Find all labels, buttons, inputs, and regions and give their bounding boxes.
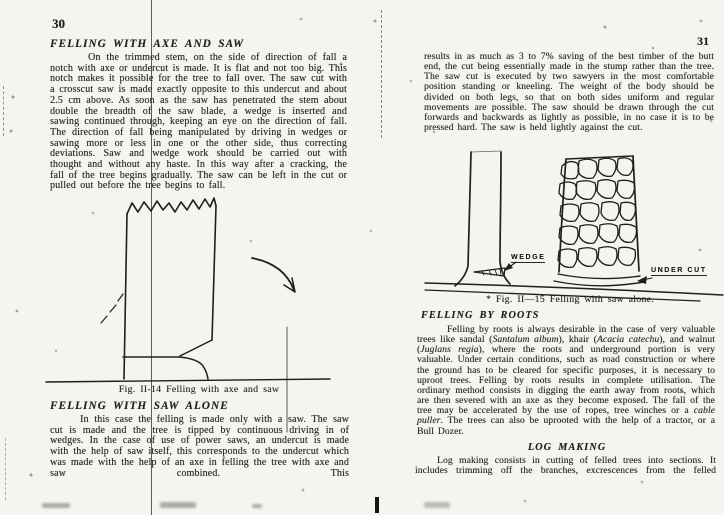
species-acacia-catechu: Acacia catechu [596,334,660,346]
roots-text: ), khair ( [558,334,597,346]
bark-scale-texture [558,158,637,267]
caption-star-mark: * [485,294,492,305]
roots-text: ), and walnut ( [417,334,715,356]
paragraph-saw-alone: In this case the felling is made only with a saw. The saw cut is made and the tree is tipped by continuous driving in of wedges. In the case of use of power saws, an undercut is made with the help of saw itself, this corresponds to the undercut which was made with the help of an axe in felling the tree with axe and saw combined. This [50,414,349,479]
heading-felling-with-saw-alone: FELLING WITH SAW ALONE [50,400,229,412]
caption-fig-II-15 [450,294,690,305]
ground-line [46,379,330,382]
right-page-number: 31 [697,34,709,48]
term-cable-puller: cable puller [417,405,715,427]
gutter-shadow-dashes [381,10,382,138]
paragraph-continuation: results in as much as 3 to 7% saving of the best timber of the butt end, the cut being essentially made in the stump rather than the tree. The saw cut is executed by two sawyers in the most comfortable position standing or kneeling. The weight of the body should be divided on both legs, so that on both sides uniform and regular movements are possible. The saw should be drawn through the cut forwards and backwards as lightly as possible, in no case it is to be pressed hard. The saw is held lightly against the cut. [424,51,714,134]
roots-text: ), where the roots and underground portion is very valuable. Under certain conditions, such as road construction or where the ground has to be cleared for specific purposes, it is necessary to uproot trees. Felling by roots results in complete utilisation. The ordinary method consists in digging the earth away from roots, which are then severed with an axe as they become exposed. The fall of the tree may be accelerated by the use of ropes, tree winches or a [417,344,715,417]
wedge-hatching [482,269,501,275]
heading-felling-with-axe-and-saw: FELLING WITH AXE AND SAW [50,38,245,50]
plain-stem-left-edge [455,152,471,286]
trunk-right-edge [212,206,216,340]
scan-edge-marks [3,86,4,136]
plain-stem-right-edge [500,152,510,284]
dashed-guide-line [101,294,123,323]
under-cut-leader-arrowhead [637,276,647,284]
heading-log-making: LOG MAKING [527,442,607,453]
bark-stem-top [566,156,633,159]
roots-text: . The trees can also be uprooted with the help of a tractor, or a Bull Dozer. [417,415,715,437]
species-santalum-album: Santalum album [492,334,559,346]
undercut-notch-face [180,340,212,356]
figure-label-wedge: WEDGE [511,254,546,261]
scan-smudge [160,502,196,508]
stump-base-curve [180,357,208,379]
figure-felling-saw-alone [425,151,723,301]
trunk-left-edge [124,214,127,379]
caption-fig-II-15-text: Fig. II—15 Felling with saw alone. [495,294,655,305]
heading-felling-by-roots: FELLING BY ROOTS [421,310,540,321]
bark-stem-left-edge [559,159,566,272]
figure-label-under-cut: UNDER CUT [651,267,707,274]
scan-smudge [424,502,450,508]
scan-edge-marks [5,438,6,500]
fall-direction-arrow [252,258,294,290]
paragraph-axe-and-saw: On the trimmed stem, on the side of direction of fall a notch with axe or undercut is made. It is flat and not too big. This notch makes it possible for the tree to fall over. The saw cut with a crosscut saw is made exactly opposite to this undercut and about 2.5 cm above. As soon as the saw has penetrated the stem about double the breadth of the saw blade, a wedge is inserted and sawing continued through, keeping an eye on the direction of fall. The direction of fall being manipulated by driving in wedges or sawing more or less in one or the other side, thus correcting deviations. Saw and wedge work should be carried out with thought and without any haste. In this way after a cracking, the fall of the tree begins gradually. The saw can be left in the cut or pulled out before the tree begins to fall. [50,52,347,192]
paragraph-felling-by-roots [417,325,715,437]
wedge-leader-arrowhead [504,263,513,271]
fall-direction-arrowhead [284,278,295,292]
under-cut-label-leader [643,278,652,280]
species-juglans-regia: Juglans regia [420,344,479,356]
broken-top-zigzag [127,198,216,214]
roots-text: Felling by roots is always desirable in the case of very valuable trees like sandal ( [417,324,715,346]
undercut-arc-lower [554,281,644,286]
scan-smudge [252,504,262,508]
undercut-arc-upper [558,274,640,279]
paragraph-log-making: Log making consists in cutting of felled trees into sections. It includes trimming off the branches, excrescences from the felled [415,455,716,477]
left-page-number: 30 [52,16,65,31]
wedge-shape [474,268,505,276]
scan-noise [0,0,2,2]
gutter-bottom-mark [375,497,379,513]
scan-smudge [42,503,70,508]
caption-fig-II-14: Fig. II-14 Felling with axe and saw [118,384,280,395]
bark-stem-right-edge [633,156,639,271]
plain-stem-top [471,151,501,152]
figure-felling-axe-saw [46,198,330,432]
